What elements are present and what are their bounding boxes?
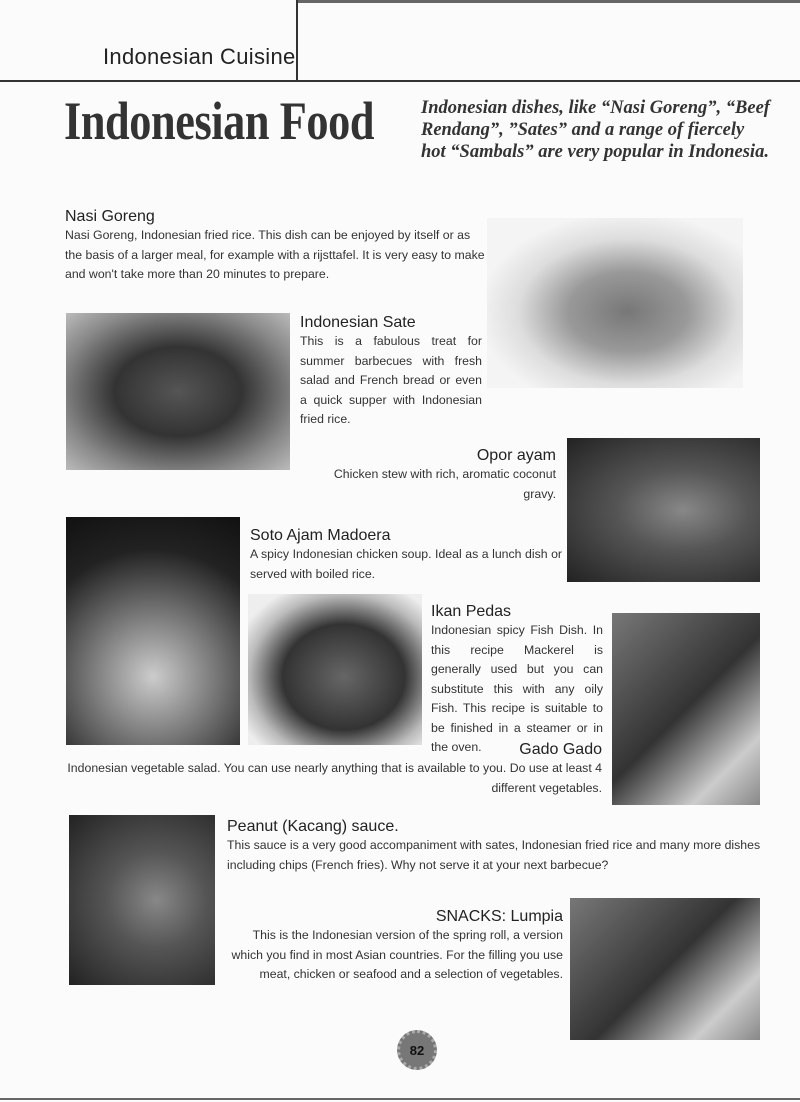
lumpia-photo: [570, 898, 760, 1040]
soto-ajam-photo: [66, 517, 240, 745]
dish-indonesian-sate: [300, 314, 482, 430]
dish-description: This is the Indonesian version of the spring roll, a version which you find in most Asian countries. For the filling you use meat, chicken or seafood and a selection of vegetables.: [231, 928, 563, 981]
dish-heading: Gado Gado: [519, 741, 602, 758]
opor-ayam-photo: [567, 438, 760, 582]
dish-description: This is a fabulous treat for summer barbecues with fresh salad and French bread or even a quick supper with Indonesian fried rice.: [300, 334, 482, 426]
dish-ikan-pedas: [431, 603, 603, 758]
page-title: Indonesian Food: [64, 91, 375, 151]
dish-heading: Opor ayam: [476, 447, 556, 464]
dish-heading: Soto Ajam Madoera: [250, 527, 391, 544]
dish-heading: Nasi Goreng: [65, 208, 155, 225]
gado-gado-photo: [612, 613, 760, 805]
dish-description: This sauce is a very good accompaniment with sates, Indonesian fried rice and many more dishes including chips (French fries). Why not serve it at your next barbecue?: [227, 838, 761, 872]
dish-soto-ajam-madoera: [250, 527, 562, 584]
sate-photo: [66, 313, 290, 470]
dish-opor-ayam: [300, 447, 556, 504]
dish-description: Indonesian vegetable salad. You can use nearly anything that is available to you. Do use at least 4 different vegetables.: [67, 761, 602, 795]
dish-lumpia: [225, 908, 563, 985]
dish-description: A spicy Indonesian chicken soup. Ideal as a lunch dish or served with boiled rice.: [250, 547, 562, 581]
dish-description: Nasi Goreng, Indonesian fried rice. This dish can be enjoyed by itself or as the basis of a larger meal, for example with a rijsttafel. It is very easy to make and won't take more than 20 minutes to prepare.: [65, 228, 485, 281]
dish-gado-gado: [60, 741, 602, 798]
section-title: Indonesian Cuisine: [103, 44, 296, 69]
top-border: [296, 0, 800, 3]
page-number-badge: 82: [397, 1030, 437, 1070]
nasi-goreng-photo: [487, 218, 743, 388]
intro-text: Indonesian dishes, like “Nasi Goreng”, “Beef Rendang”, ”Sates” and a range of fiercely hot “Sambals” are very popular in Indonesia.: [421, 98, 770, 162]
peanut-sauce-photo: [69, 815, 215, 985]
ikan-pedas-photo: [248, 594, 422, 745]
header-divider-horizontal: [0, 80, 800, 82]
dish-description: Chicken stew with rich, aromatic coconut gravy.: [333, 467, 556, 501]
bottom-border: [0, 1098, 800, 1100]
dish-heading: SNACKS: Lumpia: [435, 908, 563, 925]
dish-heading: Peanut (Kacang) sauce.: [227, 818, 399, 835]
dish-heading: Indonesian Sate: [300, 314, 416, 331]
dish-description: Indonesian spicy Fish Dish. In this recipe Mackerel is generally used but you can substitute this with any oily Fish. This recipe is suitable to be finished in a steamer or in the oven.: [431, 623, 603, 754]
header-divider-vertical: [296, 0, 298, 81]
dish-heading: Ikan Pedas: [431, 603, 512, 620]
dish-nasi-goreng: [65, 208, 485, 285]
dish-peanut-sauce: [227, 818, 767, 875]
